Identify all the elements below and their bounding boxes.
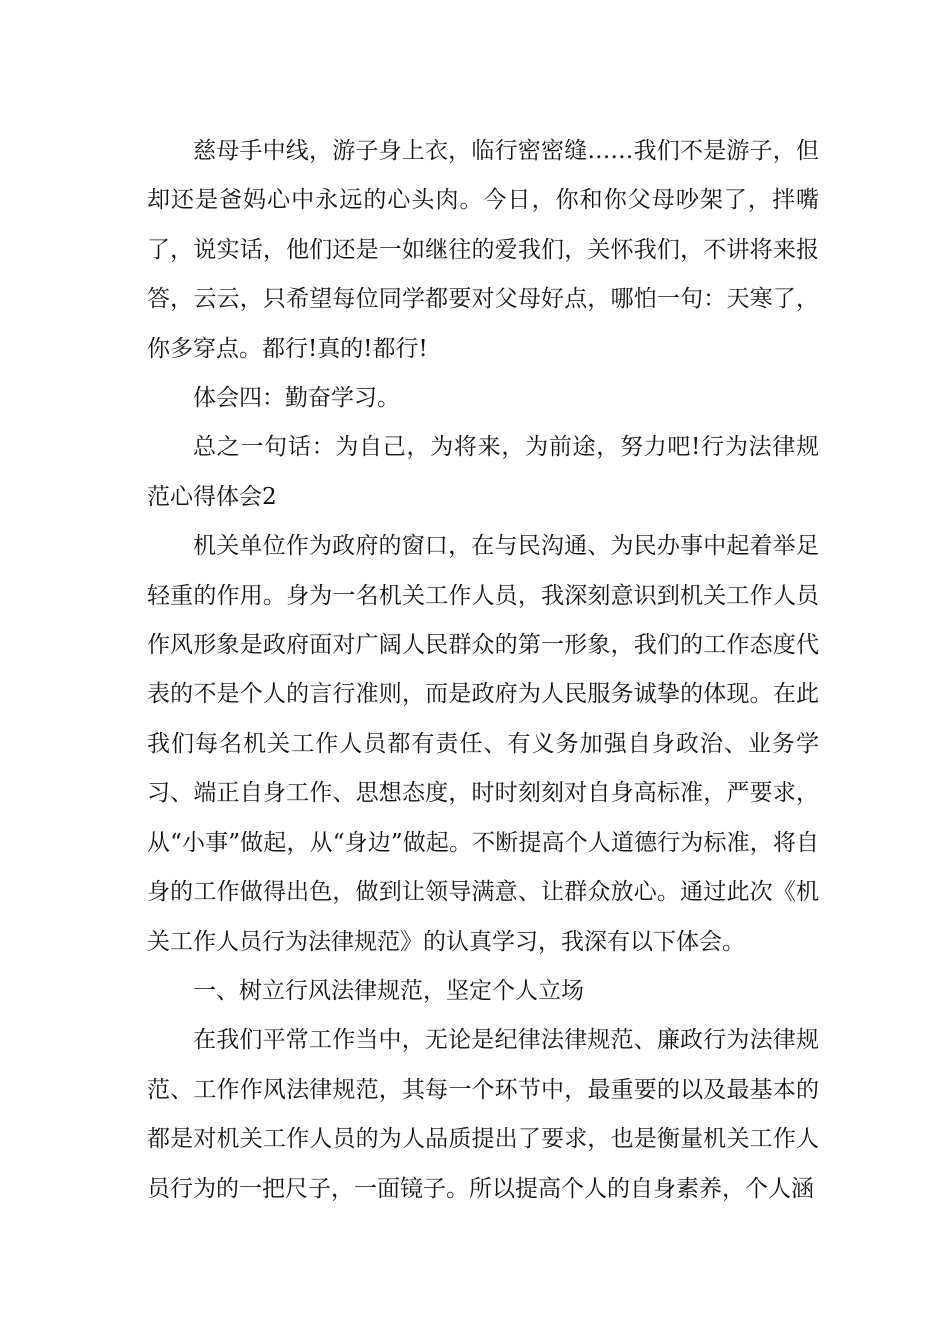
paragraph-daily-work: 在我们平常工作当中，无论是纪律法律规范、廉政行为法律规范、工作作风法律规范，其每一个环节中，最重要的以及最基本的都是对机关工作人员的为人品质提出了要求，也是衡量机关工作人员行为的一把尺子，一面镜子。所以提高个人的自身素养，个人涵 xyxy=(147,1027,819,1202)
paragraph-summary-heading: 总之一句话：为自己，为将来，为前途，努力吧!行为法律规范心得体会2 xyxy=(147,434,819,510)
paragraph-agency-role: 机关单位作为政府的窗口，在与民沟通、为民办事中起着举足轻重的作用。身为一名机关工作人员，我深刻意识到机关工作人员作风形象是政府面对广阔人民群众的第一形象，我们的工作态度代表的不是个人的言行准则，而是政府为人民服务诚挚的体现。在此我们每名机关工作人员都有责任、有义务加强自身政治、业务学习、端正自身工作、思想态度，时时刻刻对自身高标准，严要求，从“小事”做起，从“身边”做起。不断提高个人道德行为标准，将自身的工作做得出色，做到让领导满意、让群众放心。通过此次《机关工作人员行为法律规范》的认真学习，我深有以下体会。 xyxy=(147,533,819,955)
paragraph-filial-love: 慈母手中线，游子身上衣，临行密密缝……我们不是游子，但却还是爸妈心中永远的心头肉。今日，你和你父母吵架了，拌嘴了，说实话，他们还是一如继往的爱我们，关怀我们，不讲将来报答，云云，只希望每位同学都要对父母好点，哪怕一句：天寒了，你多穿点。都行!真的!都行! xyxy=(147,138,819,362)
paragraph-experience-four: 体会四：勤奋学习。 xyxy=(193,385,400,412)
section-heading-one: 一、树立行风法律规范，坚定个人立场 xyxy=(193,977,584,1004)
document-body xyxy=(147,127,819,1214)
